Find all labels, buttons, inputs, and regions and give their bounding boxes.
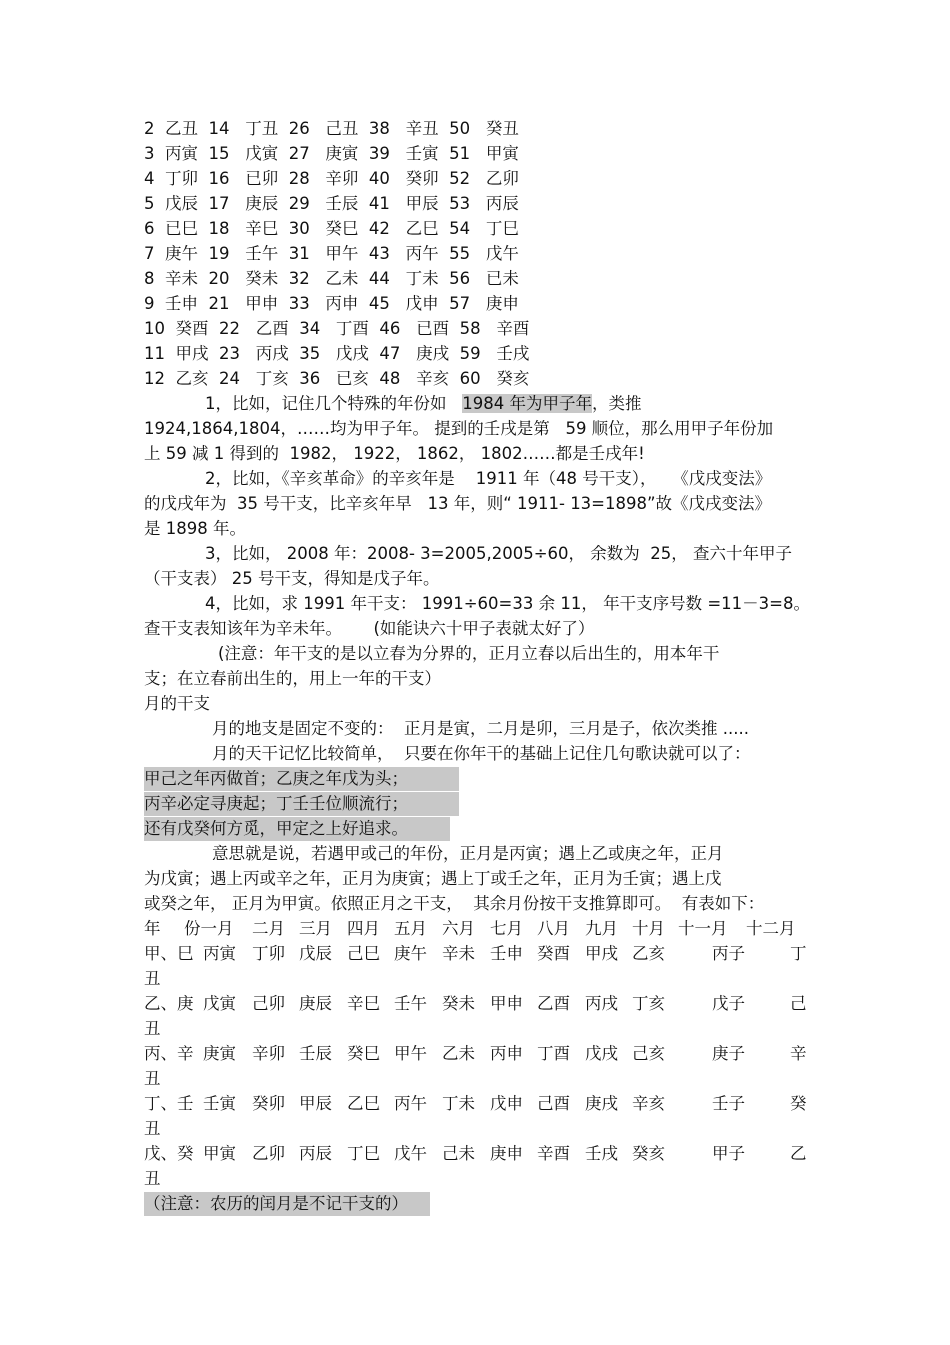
- table-cell: 丁巳: [347, 1144, 380, 1163]
- month-branch-paragraph: 月的地支是固定不变的： 正月是寅，二月是卯，三月是子，依次类推 .....: [212, 719, 749, 738]
- paragraph-1-line-3: 上 59 减 1 得到的 1982， 1922， 1862， 1802……都是壬戌年!: [144, 444, 645, 463]
- table-cell: 丙子: [712, 944, 745, 963]
- header-cell: 十月: [632, 919, 665, 938]
- verse-line-3: 还有戊癸何方觅，甲定之上好追求。: [144, 817, 450, 841]
- table-cell: 庚申: [490, 1144, 523, 1163]
- cycle-line: 3 丙寅 15 戊寅 27 庚寅 39 壬寅 51 甲寅: [144, 144, 519, 163]
- cycle-line: 8 辛未 20 癸未 32 乙未 44 丁未 56 已未: [144, 269, 519, 288]
- header-cell: 三月: [299, 919, 332, 938]
- table-cell: 壬午: [394, 994, 427, 1013]
- paragraph-2-line-1: 2，比如，《辛亥革命》的辛亥年是 1911 年（48 号干支）， 《戊戌变法》: [205, 469, 772, 488]
- table-cell: 庚寅: [203, 1044, 236, 1063]
- table-cell: 壬辰: [299, 1044, 332, 1063]
- paragraph-4-line-1: 4，比如，求 1991 年干支： 1991÷60=33 余 11， 年干支序号数 =11－3=8。: [205, 594, 810, 613]
- table-cell: 甲午: [394, 1044, 427, 1063]
- table-cell: 己未: [442, 1144, 475, 1163]
- table-cell: 己: [790, 994, 807, 1013]
- paragraph-1-line-1: [205, 392, 642, 416]
- table-cell: 辛卯: [252, 1044, 285, 1063]
- table-cell: 丁酉: [537, 1044, 570, 1063]
- header-cell: 七月: [490, 919, 523, 938]
- table-cell: 戊午: [394, 1144, 427, 1163]
- highlighted-text: 1984 年为甲子年: [462, 394, 592, 413]
- cycle-line: 5 戊辰 17 庚辰 29 壬辰 41 甲辰 53 丙辰: [144, 194, 519, 213]
- cycle-line: 11 甲戌 23 丙戌 35 戊戌 47 庚戌 59 壬戌: [144, 344, 530, 363]
- table-cell: 乙未: [442, 1044, 475, 1063]
- table-cell: 庚午: [394, 944, 427, 963]
- header-cell: 六月: [442, 919, 475, 938]
- table-cell: 丙申: [490, 1044, 523, 1063]
- table-cell: 乙亥: [632, 944, 665, 963]
- paragraph-1-line-2: 1924,1864,1804，……均为甲子年。 提到的壬戌是第 59 顺位，那么用甲子年份加: [144, 419, 774, 438]
- table-cell: 丙寅: [203, 944, 236, 963]
- para1-suffix: ，类推: [592, 394, 642, 413]
- month-table-row: [144, 942, 810, 966]
- cycle-line: 7 庚午 19 壬午 31 甲午 43 丙午 55 戊午: [144, 244, 519, 263]
- table-cell: 壬子: [712, 1094, 745, 1113]
- header-cell: 八月: [537, 919, 570, 938]
- table-cell: 甲戌: [585, 944, 618, 963]
- table-cell: 壬戌: [585, 1144, 618, 1163]
- cycle-line: 4 丁卯 16 已卯 28 辛卯 40 癸卯 52 乙卯: [144, 169, 519, 188]
- month-table-row: [144, 1092, 810, 1116]
- table-cell: 壬寅: [203, 1094, 236, 1113]
- table-cell: 乙巳: [347, 1094, 380, 1113]
- table-cell: 甲子: [712, 1144, 745, 1163]
- header-cell: 份一月: [184, 919, 234, 938]
- table-cell: 辛酉: [537, 1144, 570, 1163]
- table-cell: 癸卯: [252, 1094, 285, 1113]
- table-cell: 癸巳: [347, 1044, 380, 1063]
- table-cell: 庚辰: [299, 994, 332, 1013]
- cycle-line: 10 癸酉 22 乙酉 34 丁酉 46 已酉 58 辛酉: [144, 319, 530, 338]
- table-cell: 乙卯: [252, 1144, 285, 1163]
- table-cell-wrap: 丑: [144, 969, 161, 988]
- paragraph-2-line-2: 的戊戌年为 35 号干支，比辛亥年早 13 年，则“ 1911- 13=1898”故《戊戌变法》: [144, 494, 772, 513]
- table-cell: 甲、巳: [144, 944, 194, 963]
- paragraph-3-line-1: 3，比如， 2008 年：2008- 3=2005,2005÷60， 余数为 25， 查六十年甲子: [205, 544, 793, 563]
- header-cell: 十二月: [746, 919, 796, 938]
- table-cell-wrap: 丑: [144, 1169, 161, 1188]
- table-cell: 庚子: [712, 1044, 745, 1063]
- month-table-row: [144, 1142, 810, 1166]
- table-cell: 戊子: [712, 994, 745, 1013]
- table-cell: 辛巳: [347, 994, 380, 1013]
- cycle-line: 12 乙亥 24 丁亥 36 已亥 48 辛亥 60 癸亥: [144, 369, 530, 388]
- table-cell: 丁卯: [252, 944, 285, 963]
- verse-line-2: 丙辛必定寻庚起；丁壬壬位顺流行；: [144, 792, 459, 816]
- table-cell: 壬申: [490, 944, 523, 963]
- table-cell: 戊、癸: [144, 1144, 194, 1163]
- month-table-row: [144, 1042, 810, 1066]
- table-cell: 戊申: [490, 1094, 523, 1113]
- table-cell: 丁亥: [632, 994, 665, 1013]
- table-cell: 庚戌: [585, 1094, 618, 1113]
- table-cell: 丁: [790, 944, 807, 963]
- table-cell: 丙戌: [585, 994, 618, 1013]
- table-cell-wrap: 丑: [144, 1019, 161, 1038]
- table-cell: 辛: [790, 1044, 807, 1063]
- table-cell: 甲申: [490, 994, 523, 1013]
- table-cell: 己亥: [632, 1044, 665, 1063]
- cycle-line: 9 壬申 21 甲申 33 丙申 45 戊申 57 庚申: [144, 294, 519, 313]
- table-cell: 戊戌: [585, 1044, 618, 1063]
- explanation-line-1: 意思就是说，若遇甲或己的年份，正月是丙寅；遇上乙或庚之年，正月: [212, 844, 724, 863]
- paragraph-4-line-2: 查干支表知该年为辛未年。 (如能诀六十甲子表就太好了）: [144, 619, 595, 638]
- header-cell: 二月: [252, 919, 285, 938]
- table-cell: 己卯: [252, 994, 285, 1013]
- final-note: （注意：农历的闰月是不记干支的）: [144, 1192, 430, 1216]
- table-cell-wrap: 丑: [144, 1069, 161, 1088]
- table-cell: 辛未: [442, 944, 475, 963]
- explanation-line-2: 为戊寅；遇上丙或辛之年，正月为庚寅；遇上丁或壬之年，正月为壬寅；遇上戊: [144, 869, 722, 888]
- paragraph-2-line-3: 是 1898 年。: [144, 519, 246, 538]
- table-cell: 癸亥: [632, 1144, 665, 1163]
- table-cell: 甲寅: [203, 1144, 236, 1163]
- month-table-row: [144, 992, 810, 1016]
- paragraph-3-line-2: （干支表） 25 号干支，得知是戊子年。: [144, 569, 440, 588]
- table-cell: 己酉: [537, 1094, 570, 1113]
- cycle-line: 6 已巳 18 辛巳 30 癸巳 42 乙巳 54 丁巳: [144, 219, 519, 238]
- header-cell: 十一月: [678, 919, 728, 938]
- header-cell: 九月: [585, 919, 618, 938]
- month-table-header: [144, 917, 810, 941]
- note-line-2: 支；在立春前出生的，用上一年的干支）: [144, 669, 441, 688]
- table-cell: 乙酉: [537, 994, 570, 1013]
- explanation-line-3: 或癸之年， 正月为甲寅。依照正月之干支， 其余月份按干支推算即可。 有表如下：: [144, 894, 765, 913]
- month-stem-paragraph: 月的天干记忆比较简单， 只要在你年干的基础上记住几句歌诀就可以了：: [212, 744, 751, 763]
- table-cell: 乙: [790, 1144, 807, 1163]
- section-heading: 月的干支: [144, 694, 210, 713]
- table-cell: 丙辰: [299, 1144, 332, 1163]
- table-cell-wrap: 丑: [144, 1119, 161, 1138]
- table-cell: 癸: [790, 1094, 807, 1113]
- table-cell: 丁未: [442, 1094, 475, 1113]
- cycle-line: 2 乙丑 14 丁丑 26 己丑 38 辛丑 50 癸丑: [144, 119, 519, 138]
- table-cell: 甲辰: [299, 1094, 332, 1113]
- header-cell: 五月: [394, 919, 427, 938]
- table-cell: 乙、庚: [144, 994, 194, 1013]
- note-line-1: (注意：年干支的是以立春为分界的，正月立春以后出生的，用本年干: [218, 644, 720, 663]
- table-cell: 丙、辛: [144, 1044, 194, 1063]
- table-cell: 辛亥: [632, 1094, 665, 1113]
- verse-line-1: 甲己之年丙做首；乙庚之年戊为头；: [144, 767, 459, 791]
- table-cell: 癸酉: [537, 944, 570, 963]
- para1-prefix: 1，比如，记住几个特殊的年份如: [205, 394, 447, 413]
- header-cell: 年: [144, 919, 161, 938]
- table-cell: 丁、壬: [144, 1094, 194, 1113]
- table-cell: 丙午: [394, 1094, 427, 1113]
- table-cell: 戊寅: [203, 994, 236, 1013]
- table-cell: 癸未: [442, 994, 475, 1013]
- table-cell: 己巳: [347, 944, 380, 963]
- header-cell: 四月: [347, 919, 380, 938]
- table-cell: 戊辰: [299, 944, 332, 963]
